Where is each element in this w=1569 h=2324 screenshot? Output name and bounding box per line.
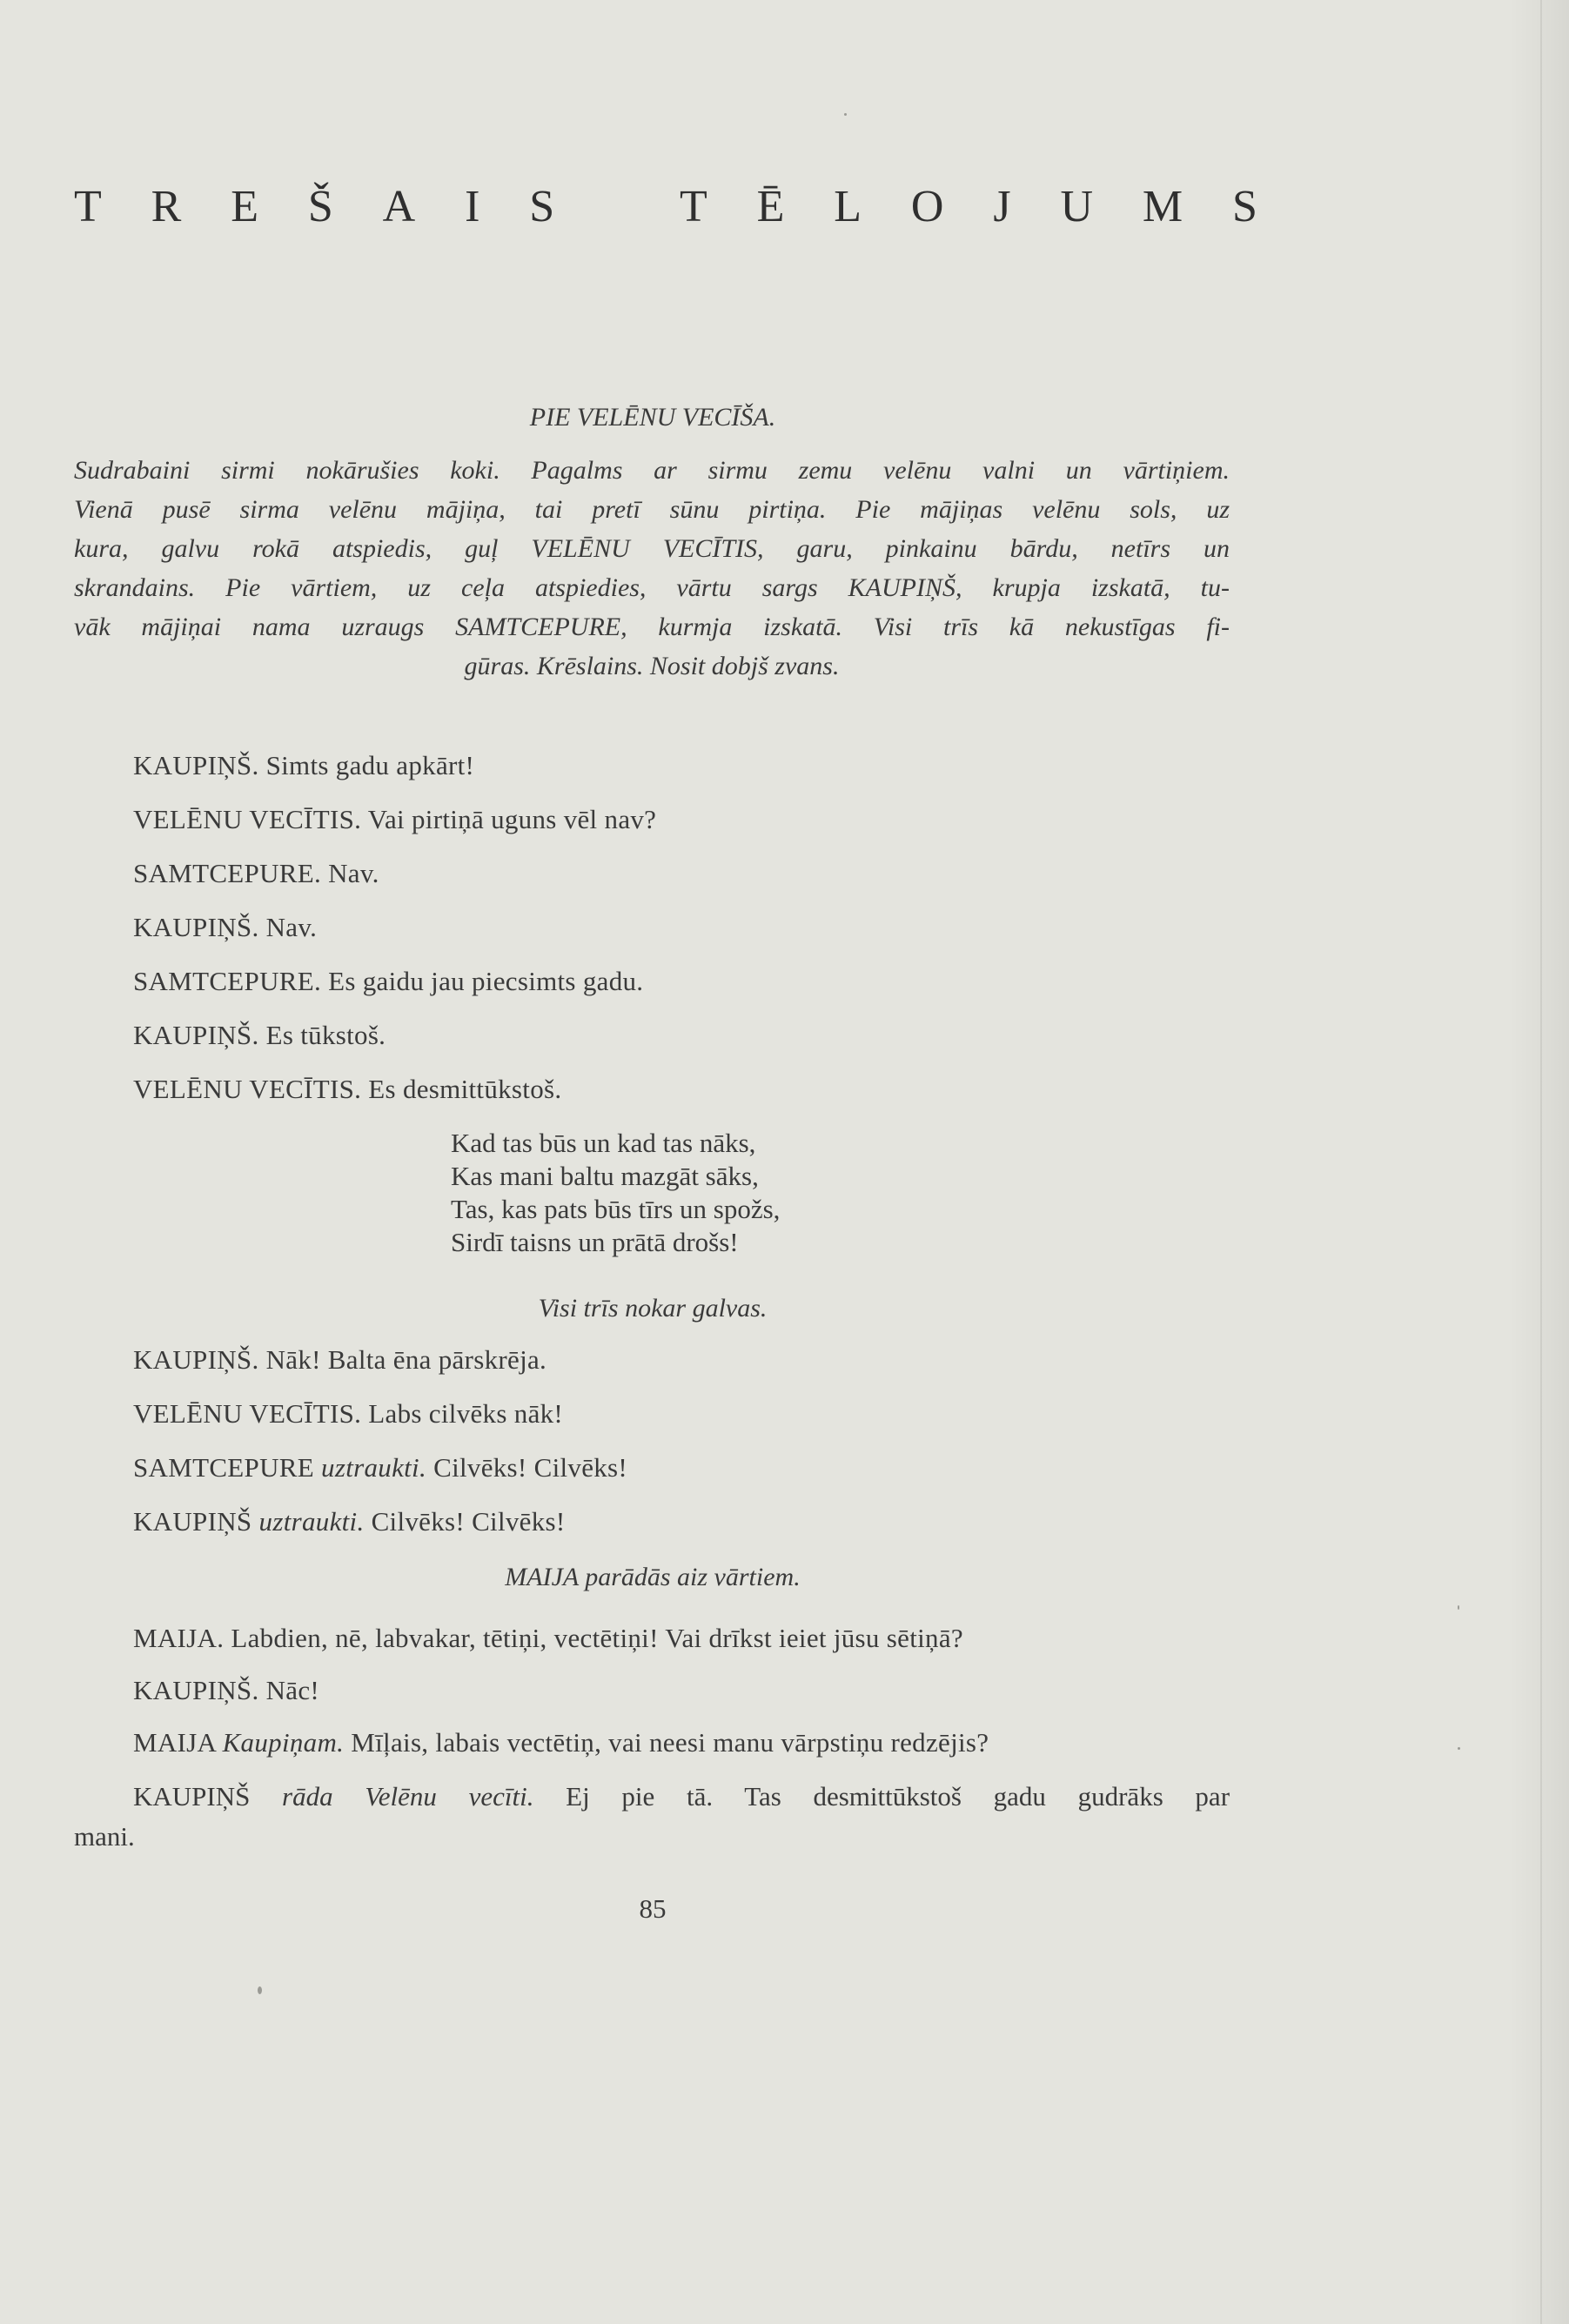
title-letter: Š (307, 182, 333, 231)
speaker: MAIJA. (133, 1623, 225, 1653)
title-letter: T (679, 182, 707, 231)
speaker-direction: uztraukti. (258, 1506, 365, 1537)
speaker: VELĒNU VECĪTIS. (133, 804, 362, 834)
scene-heading: PIE VELĒNU VECĪŠA. (529, 403, 776, 432)
dialogue-line (133, 1020, 386, 1051)
stage-line: gūras. Krēslains. Nosit dobjš zvans. (464, 652, 840, 680)
paper-speck (1458, 1747, 1460, 1750)
title-letter: S (1232, 182, 1257, 231)
dialogue-line (133, 750, 474, 781)
speech: Cilvēks! Cilvēks! (433, 1452, 628, 1483)
song-verse (451, 1127, 780, 1259)
speaker: SAMTCEPURE. (133, 858, 322, 888)
speaker: KAUPIŅŠ (133, 1506, 252, 1537)
title-letter: I (465, 182, 480, 231)
speaker-direction: uztraukti. (321, 1452, 427, 1483)
speech: Mīļais, labais vectētiņ, vai neesi manu vārpstiņu redzējis? (351, 1727, 989, 1758)
page-number: 85 (639, 1893, 667, 1924)
verse-line: Kad tas būs un kad tas nāks, (451, 1128, 756, 1158)
speaker: KAUPIŅŠ (133, 1781, 251, 1812)
verse-line: Sirdī taisns un prātā drošs! (451, 1227, 739, 1257)
stage-line: Sudrabaini sirmi nokārušies koki. Pagalms ar sirmu zemu velēnu valni un vārtiņiem. (74, 456, 1230, 485)
speaker-direction: Kaupiņam. (222, 1727, 345, 1758)
paper-speck (1458, 1605, 1459, 1610)
speaker: KAUPIŅŠ. (133, 1675, 259, 1705)
dialogue-line (133, 858, 379, 889)
title-letter: J (993, 182, 1011, 231)
paper-speck (844, 113, 847, 116)
page-edge (1540, 0, 1542, 2324)
stage-direction-inline: MAIJA parādās aiz vārtiem. (505, 1563, 801, 1591)
speaker: KAUPIŅŠ. (133, 1344, 259, 1375)
dialogue-line (133, 1452, 627, 1483)
title-word-gap (604, 181, 630, 232)
chapter-title (74, 181, 1257, 232)
stage-direction (74, 451, 1230, 686)
dialogue-line (133, 1727, 989, 1758)
title-letter: E (231, 182, 258, 231)
speech: Es desmittūkstoš. (368, 1074, 562, 1104)
speech: Nav. (265, 912, 318, 942)
stage-line: vāk mājiņai nama uzraugs SAMTCEPURE, kurmja izskatā. Visi trīs kā nekustīgas fi- (74, 613, 1230, 641)
speaker: KAUPIŅŠ. (133, 750, 259, 780)
dialogue-line (133, 912, 317, 943)
speech: Es gaidu jau piecsimts gadu. (328, 966, 644, 996)
title-letter: A (382, 182, 416, 231)
stage-line: Vienā pusē sirma velēnu mājiņa, tai pretī sūnu pirtiņa. Pie mājiņas velēnu sols, uz (74, 495, 1230, 524)
speech: Vai pirtiņā uguns vēl nav? (367, 804, 657, 834)
verse-line: Tas, kas pats būs tīrs un spožs, (451, 1194, 781, 1224)
dialogue-line (133, 1506, 566, 1537)
speech: Cilvēks! Cilvēks! (371, 1506, 566, 1537)
speech: Nāk! Balta ēna pārskrēja. (265, 1344, 547, 1375)
stage-direction-inline: Visi trīs nokar galvas. (538, 1294, 768, 1323)
title-letter: T (74, 182, 102, 231)
speaker: SAMTCEPURE. (133, 966, 322, 996)
dialogue-line (133, 1675, 319, 1706)
title-letter: R (151, 182, 182, 231)
verse-line: Kas mani baltu mazgāt sāks, (451, 1161, 759, 1191)
dialogue-line (133, 1623, 963, 1654)
title-letter: U (1060, 182, 1093, 231)
title-letter: O (910, 182, 944, 231)
stage-line: kura, galvu rokā atspiedis, guļ VELĒNU VECĪTIS, garu, pinkainu bārdu, netīrs un (74, 534, 1230, 563)
dialogue-line (133, 1398, 563, 1430)
title-letter: Ē (756, 182, 785, 231)
speaker: MAIJA (133, 1727, 216, 1758)
speech: Simts gadu apkārt! (265, 750, 475, 780)
title-letter: S (529, 182, 555, 231)
dialogue-line (133, 966, 643, 997)
dialogue-line (133, 1781, 1230, 1812)
stage-line: skrandains. Pie vārtiem, uz ceļa atspiedies, vārtu sargs KAUPIŅŠ, krupja izskatā, tu- (74, 573, 1230, 602)
dialogue-line (133, 1344, 546, 1376)
speaker: VELĒNU VECĪTIS. (133, 1074, 362, 1104)
speech: Labs cilvēks nāk! (368, 1398, 564, 1429)
speech: Es tūkstoš. (265, 1020, 386, 1050)
speech: Nāc! (265, 1675, 320, 1705)
dialogue-line-continuation: mani. (74, 1821, 135, 1852)
speaker: KAUPIŅŠ. (133, 1020, 259, 1050)
dialogue-line (133, 1074, 561, 1105)
paper-speck (258, 1986, 262, 1994)
speaker: SAMTCEPURE (133, 1452, 314, 1483)
title-letter: M (1142, 182, 1183, 231)
speaker: KAUPIŅŠ. (133, 912, 259, 942)
speaker-direction: rāda Velēnu vecīti. (282, 1781, 534, 1812)
speaker: VELĒNU VECĪTIS. (133, 1398, 362, 1429)
speech: Labdien, nē, labvakar, tētiņi, vectētiņi! Vai drīkst ieiet jūsu sētiņā? (231, 1623, 963, 1653)
speech: Ej pie tā. Tas desmittūkstoš gadu gudrāks par (566, 1781, 1230, 1812)
speech: Nav. (328, 858, 379, 888)
title-letter: L (834, 182, 862, 231)
dialogue-line (133, 804, 656, 835)
page-gutter-shadow (1508, 0, 1569, 2324)
